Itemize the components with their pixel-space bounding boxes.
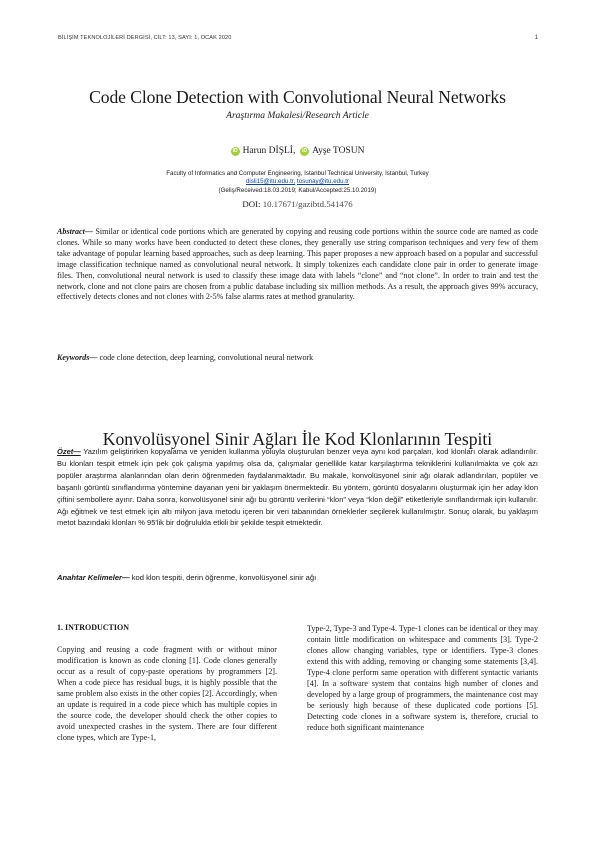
doi-line	[0, 199, 595, 209]
author-list	[0, 146, 595, 156]
turkish-keywords	[57, 573, 538, 582]
doi-value[interactable]: 10.17671/gazibtd.541476	[262, 199, 353, 209]
email-link[interactable]: tosunay@itu.edu.tr	[296, 178, 350, 186]
orcid-icon[interactable]: iD	[232, 148, 238, 154]
turkish-abstract	[57, 446, 538, 529]
paper-title: Code Clone Detection with Convolutional Neural Networks	[89, 87, 506, 107]
turkish-title: Konvolüsyonel Sinir Ağları İle Kod Klonlarının Tespiti	[102, 429, 493, 449]
affiliation-block	[0, 170, 595, 195]
article-type: Araştırma Makalesi/Research Article	[226, 110, 369, 121]
keywords	[57, 353, 538, 362]
keywords-label: Keywords—	[57, 353, 98, 362]
email-line	[0, 178, 595, 186]
author-name: Ayşe TOSUN	[312, 146, 365, 156]
tr-keywords-label: Anahtar Kelimeler—	[57, 573, 130, 582]
abstract-label: Abstract—	[57, 227, 93, 236]
section-heading: 1. INTRODUCTION	[57, 623, 130, 632]
abstract	[57, 227, 538, 303]
doi-label: DOI:	[242, 199, 261, 209]
running-head: BİLİŞİM TEKNOLOJİLERİ DERGİSİ, CİLT: 13, SAYI: 1, OCAK 2020	[58, 35, 232, 41]
ozet-label: Özet—	[57, 447, 81, 456]
body-column-left	[57, 623, 277, 744]
author-name: Harun DİŞLİ,	[242, 146, 296, 156]
tr-keywords-text: kod klon tespiti, derin öğrenme, konvolüsyonel sinir ağı	[131, 573, 317, 582]
submission-dates: (Geliş/Received:18.03.2019; Kabul/Accepted:25.10.2019)	[218, 186, 377, 194]
paragraph: Type-2, Type-3 and Type-4. Type-1 clones can be identical or they may contain little modification on whitespace and comments [3]. Type-2 clones allow changing variables, type or identifiers. Type-3 clones extend this with adding, removing or changing some statements [3,4]. Type-4 clone perform same operation with different syntactic variants [4]. In a software system that contains high number of clones and developed by a large group of programmers, the maintenance cost may be seriously high because of these duplicated code portions [5]. Detecting code clones in a software system is, therefore, crucial to reduce both significant maintenance	[307, 624, 538, 732]
email-link[interactable]: disli15@itu.edu.tr,	[245, 178, 296, 186]
ozet-text: Yazılım geliştirirken kopyalama ve yeniden kullanma yoluyla oluşturulan benzer veya aynı kod parçaları, kod klonları olarak adlandırılır. Bu klonları tespit etmek için pek çok çalışma yapılmış olsa da, çalışmalar genellikle katar karşılaştırma tekniklerini kullanılmakta ve çok azı popüler araştırma alanlarından olan derin öğrenmeden faydalanmaktadır. Bu makale, konvolüsyonel sinir ağı olarak adlandırılan, popüler ve başarılı görüntü sınıflandırma yöntemine dayanan yeni bir yaklaşım önermektedir. Bu yöntem, görüntü dosyalarını oluşturmak için her aday klon çiftini sembollere ayırır. Daha sonra, konvolüsyonel sinir ağı bu görüntü verilerini “klon” veya “klon değil” etiketleriyle sınıflandırmak için kullanılır. Ağı eğitmek ve test etmek için altı milyon java metodu içeren bir veri tabanından örneklerler seçilerek kullanılmıştır. Sonuç olarak, bu yaklaşım metot bazındaki klonları % 95'lik bir doğrulukla etkili bir şekilde tespit etmektedir.	[57, 447, 538, 528]
affiliation: Faculty of Informatics and Computer Engineering, Istanbul Technical University, Istanbul, Turkey	[166, 170, 429, 177]
abstract-text: Similar or identical code portions which are generated by copying and reusing code portions within the source code are named as code clones. While so many works have been conducted to detect these clones, they generally use string comparison techniques and very few of them take advantage of popular learning based approaches, such as deep learning. This paper proposes a new approach based on a popular and successful image classification technique named as convolutional neural network. It simply tokenizes each candidate clone pair in order to generate image files. Then, convolutional neural network is used to classify these image data with labels “clone” and “not clone”. In order to train and test the network, clone and not clone pairs are chosen from a public database including six million methods. As a result, the approach gives 99% accuracy, effectively detects clones and not clones with 2-5% false alarms rates at method granularity.	[57, 227, 538, 302]
orcid-icon[interactable]: iD	[302, 148, 308, 154]
page-number: 1	[534, 35, 538, 41]
keywords-text: code clone detection, deep learning, convolutional neural network	[99, 353, 314, 362]
paragraph: Copying and reusing a code fragment with or without minor modification is known as code cloning [1]. Code clones generally occur as a result of copy-paste operations by programmers [2]. When a code piece has residual bugs, it is highly possible that the same problem also exists in the other copies [2]. Accordingly, when an update is required in a code piece which has multiple copies in the source code, the developer should check the other copies to avoid unexpected crashes in the system. There are four different clone types, which are Type-1,	[57, 644, 277, 742]
body-column-right	[307, 624, 538, 734]
